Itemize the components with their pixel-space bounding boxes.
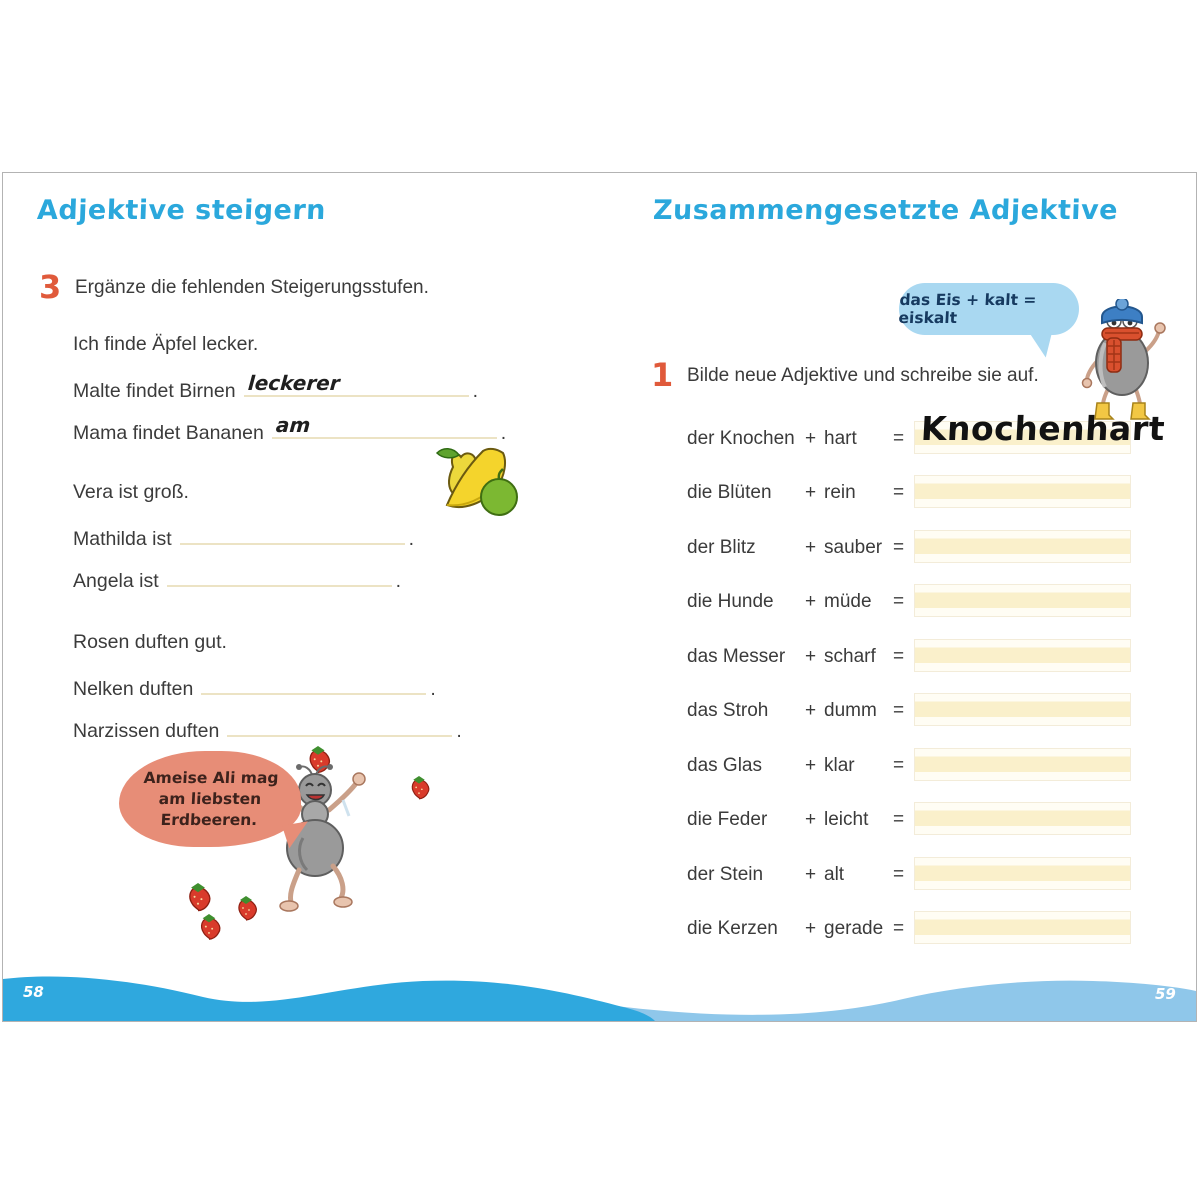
exercise-1-instruction: Bilde neue Adjektive und schreibe sie auf. <box>687 365 1039 386</box>
fill-in-line: Nelken duften . <box>73 673 436 701</box>
given-sentence: Ich finde Äpfel lecker. <box>73 333 259 355</box>
fruit-illustration-icon <box>423 445 523 525</box>
write-blank <box>272 413 497 439</box>
fill-in-line: Angela ist . <box>73 565 401 593</box>
equals-sign: = <box>893 755 905 776</box>
write-blank <box>244 371 469 397</box>
answer-box <box>914 639 1131 672</box>
left-page-title: Adjektive steigern <box>36 195 327 226</box>
write-blank <box>227 715 452 737</box>
compound-row: die Hunde + müde = <box>687 591 1147 631</box>
given-sentence: Rosen duften gut. <box>73 631 227 653</box>
compound-row: die Feder + leicht = <box>687 809 1147 849</box>
handwritten-answer: am <box>274 413 311 437</box>
equals-sign: = <box>893 700 905 721</box>
equals-sign: = <box>893 864 905 885</box>
speech-bubble-text: das Eis + kalt = eiskalt <box>898 291 1037 327</box>
plus-sign: + <box>805 700 817 721</box>
equals-sign: = <box>893 482 905 503</box>
plus-sign: + <box>805 591 817 612</box>
footer-wave <box>3 969 1196 1021</box>
answer-box <box>914 802 1131 835</box>
plus-sign: + <box>805 755 817 776</box>
answer-box <box>914 911 1131 944</box>
equals-sign: = <box>893 646 905 667</box>
plus-sign: + <box>805 809 817 830</box>
equals-sign: = <box>893 428 905 449</box>
compound-row: das Messer + scharf = <box>687 646 1147 686</box>
compound-row: das Glas + klar = <box>687 755 1147 795</box>
speech-bubble-example <box>899 283 1079 335</box>
answer-box <box>914 530 1131 563</box>
book-spread <box>2 172 1197 1022</box>
compound-row: das Stroh + dumm = <box>687 700 1147 740</box>
page-number-left: 58 <box>23 983 44 1001</box>
plus-sign: + <box>805 537 817 558</box>
handwritten-example: Knochenhart <box>919 409 1167 448</box>
equals-sign: = <box>893 537 905 558</box>
speech-bubble-text: Ameise Ali mag am liebsten Erdbeeren. <box>143 768 280 829</box>
write-blank <box>201 673 426 695</box>
compound-row: der Blitz + sauber = <box>687 537 1147 577</box>
equals-sign: = <box>893 809 905 830</box>
compound-row: der Stein + alt = <box>687 864 1147 904</box>
handwritten-answer: leckerer <box>246 371 341 395</box>
plus-sign: + <box>805 646 817 667</box>
plus-sign: + <box>805 482 817 503</box>
compound-row: der Knochen + hart = <box>687 428 1147 468</box>
write-blank <box>180 523 405 545</box>
answer-box <box>914 748 1131 781</box>
page-number-right: 59 <box>1155 985 1176 1003</box>
given-sentence: Vera ist groß. <box>73 481 189 503</box>
equals-sign: = <box>893 591 905 612</box>
exercise-3-instruction: Ergänze die fehlenden Steigerungsstufen. <box>75 277 429 298</box>
plus-sign: + <box>805 918 817 939</box>
winter-ant-illustration <box>1075 299 1170 423</box>
answer-box <box>914 693 1131 726</box>
fill-in-line: Mathilda ist . <box>73 523 414 551</box>
compound-row: die Kerzen + gerade = <box>687 918 1147 958</box>
answer-box <box>914 857 1131 890</box>
plus-sign: + <box>805 864 817 885</box>
speech-bubble-ant <box>119 751 301 847</box>
fill-in-line: Malte findet Birnen leckerer . <box>73 371 479 402</box>
answer-box <box>914 584 1131 617</box>
fill-in-line: Narzissen duften . <box>73 715 462 743</box>
exercise-3-number: 3 <box>39 268 62 306</box>
equals-sign: = <box>893 918 905 939</box>
exercise-1-number: 1 <box>651 356 674 394</box>
right-page-title: Zusammengesetzte Adjektive <box>652 195 1119 226</box>
write-blank <box>167 565 392 587</box>
compound-row: die Blüten + rein = <box>687 482 1147 522</box>
fill-in-line: Mama findet Bananen am . <box>73 413 507 444</box>
plus-sign: + <box>805 428 817 449</box>
answer-box <box>914 475 1131 508</box>
